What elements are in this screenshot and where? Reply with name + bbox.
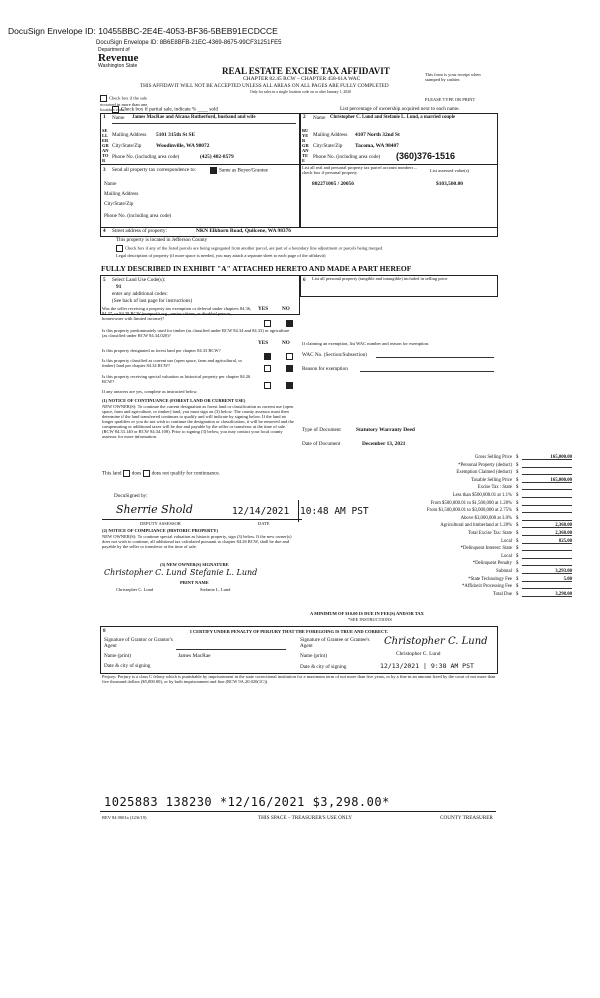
- tax-row-label: Agricultural and timberland at 1.28%: [440, 523, 512, 529]
- grantor-date-label: Date & city of signing: [104, 663, 151, 669]
- assessed-value[interactable]: $103,500.00: [436, 181, 463, 187]
- grantee-date[interactable]: 12/13/2021 | 9:38 AM PST: [380, 662, 474, 670]
- tax-row: [376, 576, 572, 583]
- tax-row-line: [522, 489, 572, 490]
- parcel-header: List all real and personal property tax parcel account numbers – check box if personal property: [302, 165, 417, 175]
- segregation-check[interactable]: Check box if any of the listed parcels are being segregated from another parcel, are part of a boundary line adjustment or parcels being merged.: [116, 245, 496, 252]
- logo-agency: Revenue: [98, 52, 139, 64]
- dollar-sign: $: [516, 553, 519, 559]
- dollar-sign: $: [516, 455, 519, 460]
- tax-row-line: [522, 512, 572, 513]
- tax-row: [376, 500, 572, 507]
- personal-property-label: List all personal property (tangible and intangible) included in selling price.: [312, 276, 449, 281]
- buyer-addr-label: Mailing Address: [313, 132, 348, 138]
- section3-text: Send all property tax correspondence to:: [112, 167, 196, 173]
- seller-num: 1: [103, 114, 106, 120]
- owner-signature-2: Stefanie L. Lund: [190, 568, 258, 577]
- buyer-city-label: City/State/Zip: [313, 143, 343, 149]
- dollar-sign: $: [516, 477, 519, 483]
- section3-num: 3: [103, 167, 106, 173]
- print-name-label: PRINT NAME: [180, 580, 209, 585]
- dollar-sign: $: [516, 584, 519, 590]
- grantee-signature[interactable]: Christopher C. Lund: [384, 636, 488, 647]
- tax-row-value[interactable]: 2,368.00: [555, 523, 572, 529]
- tax-row-label: Total Due: [493, 591, 512, 597]
- tax-row: [376, 454, 572, 461]
- seller-phone-label: Phone No. (including area code): [112, 154, 180, 160]
- tax-row: [376, 469, 572, 476]
- county-treasurer: COUNTY TREASURER: [440, 815, 493, 821]
- historic-text: NEW OWNER(S): To continue special valuation as historic property, sign (3) below. If the new owner(s) does not wish to continue, all additional tax calculated pursuant to chapter 84.26 RCW, shall be due and payable by the seller or transferor at the time of sale.: [102, 534, 292, 549]
- buyer-name-label: Name: [313, 115, 326, 121]
- dollar-sign: $: [516, 462, 519, 468]
- tax-row-label: *Affidavit Processing Fee: [461, 584, 512, 590]
- exemption-note: If claiming an exemption, list WAC number and reason for exemption.: [302, 341, 430, 346]
- tax-row: [376, 507, 572, 514]
- tax-row-label: From $1,500,000.01 to $3,000,000 at 2.75%: [426, 508, 512, 514]
- print-name-1: Christopher C. Lund: [116, 587, 154, 592]
- tax-row-value[interactable]: 825.00: [558, 538, 572, 544]
- tax-row: [376, 515, 572, 522]
- doc-type[interactable]: Statutory Warranty Deed: [356, 427, 415, 433]
- dollar-sign: $: [516, 485, 519, 491]
- assessed-header: List assessed value(s): [430, 168, 469, 173]
- dollar-sign: $: [516, 493, 519, 498]
- dollar-sign: $: [516, 561, 519, 567]
- buyer-name[interactable]: Christopher C. Lund and Stefanie L. Lund, a married couple: [330, 115, 456, 120]
- receipt-note: This form is your receipt when stamped by cashier.: [425, 72, 481, 82]
- partial-sale-check[interactable]: Check box if partial sale, indicate % ____ sold: [112, 106, 218, 113]
- grantee-sig-label: Signature of Grantee or Grantee's Agent: [300, 637, 370, 649]
- form-number: REV 84 0001a (12/6/19): [102, 815, 147, 820]
- dollar-sign: $: [516, 508, 519, 514]
- form-chapter: CHAPTER 82.45 RCW – CHAPTER 458-61A WAC: [243, 76, 361, 82]
- date-label: DATE: [258, 521, 270, 526]
- tax-row-label: *Delinquent Penalty: [472, 561, 512, 567]
- seller-name[interactable]: James MacRae and Alcana Rutherford, husband and wife: [132, 115, 256, 120]
- street-address[interactable]: NKN Elkhorn Road, Quilcene, WA 98376: [196, 228, 291, 234]
- tax-row: [376, 568, 572, 575]
- treasurer-stamp: 1025883 138230 *12/16/2021 $3,298.00*: [104, 795, 390, 809]
- section3-addr-label: Mailing Address: [104, 191, 139, 197]
- tax-row-label: Above $3,000,000 at 3.0%: [460, 515, 512, 521]
- qualify-line: This land does does not qualify for continuance.: [102, 470, 220, 477]
- tax-row-line: [522, 588, 572, 589]
- logo-state: Washington State: [98, 63, 138, 69]
- tax-row-line: [522, 467, 572, 468]
- tax-row-line: [522, 497, 572, 498]
- yes-header-2: YES: [258, 340, 269, 346]
- wac-label: WAC No. (Section/Subsection): [302, 352, 367, 358]
- tax-row-line: [522, 474, 572, 475]
- tax-row-label: Local: [501, 538, 512, 544]
- q5-yes[interactable]: [264, 376, 273, 394]
- doc-type-label: Type of Document: [302, 427, 341, 433]
- tax-row-label: Excise Tax : State: [477, 485, 512, 491]
- form-title: REAL ESTATE EXCISE TAX AFFIDAVIT: [222, 66, 390, 76]
- tax-row-line: [522, 505, 572, 506]
- doc-date-label: Date of Document: [302, 441, 341, 447]
- q4-yes[interactable]: [264, 359, 273, 377]
- question-historic: Is this property receiving special valuation as historical property per chapter 84.26 RCW?: [102, 374, 251, 384]
- answers-yes-note: If any answers are yes, complete as instructed below.: [102, 389, 198, 394]
- tax-row: [376, 484, 572, 491]
- tax-row-label: *Personal Property (deduct): [458, 462, 512, 468]
- tax-row-value[interactable]: 2,368.00: [555, 531, 572, 536]
- q4-no[interactable]: [286, 359, 295, 377]
- seller-city[interactable]: Woodinville, WA 98072: [156, 143, 210, 149]
- tax-row-label: *Delinquent Interest: State: [460, 546, 512, 552]
- tax-row: [376, 522, 572, 529]
- seller-address[interactable]: 5101 315th St SE: [156, 132, 196, 138]
- new-owner-sig-label: (3) NEW OWNER(S) SIGNATURE: [160, 562, 229, 567]
- doc-date[interactable]: December 13, 2021: [362, 441, 406, 447]
- multi-location-check[interactable]: Check box if the sale occurred in more than one location code.: [100, 95, 148, 112]
- historic-title: (2) NOTICE OF COMPLIANCE (HISTORIC PROPERTY): [102, 528, 218, 533]
- tax-row-label: Gross Selling Price: [474, 455, 512, 460]
- continuance-title: (1) NOTICE OF CONTINUANCE (FOREST LAND OR CURRENT USE): [102, 398, 246, 403]
- dollar-sign: $: [516, 470, 519, 476]
- tax-row-value[interactable]: 165,000.00: [550, 477, 572, 483]
- dollar-sign: $: [516, 576, 519, 582]
- minimum-due: A MINIMUM OF $10.00 IS DUE IN FEE(S) AND/OR TAX: [310, 611, 424, 616]
- legal-description-label: Legal description of property (if more space is needed, you may attach a separate sheet to each page of the affidavit): [116, 253, 326, 258]
- certify-text: I CERTIFY UNDER PENALTY OF PERJURY THAT THE FOREGOING IS TRUE AND CORRECT.: [190, 629, 389, 634]
- no-header-2: NO: [282, 340, 290, 346]
- grantor-print-label: Name (print): [104, 653, 131, 659]
- same-as-buyer-check[interactable]: Same as Buyer/Grantee: [210, 167, 268, 174]
- deputy-assessor-label: DEPUTY ASSESSOR: [140, 521, 181, 526]
- tax-row: [376, 591, 572, 598]
- docusigned-label: DocuSigned by:: [114, 493, 148, 499]
- tax-row: [376, 462, 572, 469]
- tax-row-value[interactable]: 3,298.00: [555, 591, 572, 597]
- question-timber: Is this property predominately used for timber (as classified under RCW 84.34 and 84.33) or agriculture (as classified under RCW 84.34.020)?: [102, 328, 290, 338]
- tax-row-label: Total Excise Tax: State: [467, 531, 512, 536]
- see-instructions: *SEE INSTRUCTIONS: [348, 617, 392, 622]
- tax-row-label: Exemption Claimed (deduct): [456, 470, 512, 476]
- tax-row-label: Taxable Selling Price: [471, 477, 512, 483]
- tax-row: [376, 553, 572, 560]
- buyer-address[interactable]: 4107 North 32nd St: [355, 132, 400, 138]
- seller-city-label: City/State/Zip: [112, 143, 142, 149]
- perjury-note: Perjury: Perjury is a class C felony which is punishable by imprisonment in the state correctional institution for a maximum term of not more than five years, or by a fine in an amount fixed by the court of not more than five thousand dollars ($5,000.00), or by both imprisonment and fine (RCW 9A.20.020(1C)).: [102, 674, 496, 684]
- tax-row-line: [522, 520, 572, 521]
- question-forest: Is this property designated as forest land per chapter 84.33 RCW?: [102, 348, 221, 353]
- dollar-sign: $: [516, 546, 519, 552]
- section4-num: 4: [103, 228, 106, 234]
- additional-codes-label: enter any additional codes:: [112, 291, 168, 297]
- tax-row-value[interactable]: 165,000.00: [550, 455, 572, 460]
- dollar-sign: $: [516, 538, 519, 544]
- tax-row: [376, 560, 572, 567]
- buyer-phone-label: Phone No. (including area code): [313, 154, 381, 160]
- legal-description: FULLY DESCRIBED IN EXHIBIT "A" ATTACHED HERETO AND MADE A PART HEREOF: [101, 264, 412, 273]
- tax-row-label: From $500,000.01 to $1,500,000 at 1.28%: [430, 500, 512, 506]
- envelope-id: DocuSign Envelope ID: 10455BBC-2E4E-4053-BF36-5BEB91ECDCCE: [8, 26, 278, 36]
- reason-label: Reason for exemption: [302, 366, 348, 372]
- form-notice: THIS AFFIDAVIT WILL NOT BE ACCEPTED UNLESS ALL AREAS ON ALL PAGES ARE FULLY COMPLETED: [140, 83, 389, 89]
- grantor-signature[interactable]: [176, 642, 286, 650]
- wac-field[interactable]: [376, 350, 494, 358]
- tax-row: [376, 492, 572, 499]
- tax-row: [376, 545, 572, 552]
- treasurer-space: THIS SPACE – TREASURER'S USE ONLY: [258, 815, 352, 821]
- no-header: NO: [282, 306, 290, 312]
- dollar-sign: $: [516, 569, 519, 574]
- question-current-use: Is this property classified as current use (open space, farm and agricultural, or timber) land per chapter 84.34 RCW?: [102, 358, 242, 368]
- street-address-label: Street address of property:: [112, 228, 167, 234]
- tax-row-value[interactable]: 3,293.00: [555, 569, 572, 574]
- dollar-sign: $: [516, 523, 519, 529]
- section5-num: 5: [103, 277, 106, 283]
- assessor-sign-time: 10:48 AM PST: [300, 506, 369, 517]
- dollar-sign: $: [516, 500, 519, 506]
- form-subnotice: Only for sales in a single location code on or after January 1, 2020: [250, 90, 352, 94]
- grantee-date-label: Date & city of signing: [300, 664, 347, 670]
- seller-name-line: [112, 116, 296, 124]
- tax-row-value[interactable]: 5.00: [563, 576, 572, 582]
- section3-city-label: City/State/Zip: [104, 201, 134, 207]
- envelope-id-secondary: DocuSign Envelope ID: 8B6E8BFB-21EC-4369-8675-99CF31251FE5: [96, 40, 282, 46]
- land-use-label: Select Land Use Code(s):: [112, 277, 166, 283]
- please-print: PLEASE TYPE OR PRINT: [425, 97, 476, 102]
- buyer-city[interactable]: Tacoma, WA 98407: [355, 143, 399, 149]
- grantee-name[interactable]: Christopher C. Lund: [396, 651, 441, 657]
- land-use-code[interactable]: 91: [116, 284, 122, 290]
- question-exemption: Was the seller receiving a property tax exemption or deferral under chapters 84.36, 84.37, or 84.38 RCW (nonprofit org., senior citizen, or disabled person, homeowner with limited income)?: [102, 306, 252, 321]
- dollar-sign: $: [516, 515, 519, 521]
- tax-row-label: Subtotal: [496, 569, 512, 574]
- tax-row-line: [522, 558, 572, 559]
- continuance-text: NEW OWNER(S): To continue the current designation as forest land or classification as current use (open space, farm and agriculture, or timber) land, you must sign on (3) below. The county assessor must then determine if the land transferred continues to qualify and will indicate by signing below. If the land no longer qualifies or you do not wish to continue the designation or classification, it will be removed and the compensating or additional taxes will be due and payable by the seller or transferor at the time of sale. (RCW 84.33.140 or RCW 84.34.108). Prior to signing (3) below, you may contact your local county assessor for more information.: [102, 404, 294, 439]
- seller-addr-label: Mailing Address: [112, 132, 147, 138]
- county-line: This property is located in Jefferson County: [116, 237, 208, 243]
- assessor-sign-date: 12/14/2021: [232, 506, 290, 517]
- assessor-signature: Sherrie Shold: [116, 503, 193, 516]
- grantor-sig-label: Signature of Grantor or Grantor's Agent: [104, 637, 173, 649]
- tax-row: [376, 530, 572, 537]
- buyer-num: 2: [303, 114, 306, 120]
- q5-no[interactable]: [286, 376, 295, 394]
- grantor-name[interactable]: James MacRae: [178, 653, 211, 659]
- seller-name-label: Name: [112, 115, 125, 121]
- yes-header: YES: [258, 306, 269, 312]
- instructions-note: (See back of last page for instructions): [112, 298, 193, 304]
- section8-num: 8: [103, 628, 106, 634]
- dollar-sign: $: [516, 591, 519, 597]
- buyer-phone[interactable]: (360)376-1516: [396, 151, 456, 161]
- dollar-sign: $: [516, 531, 519, 536]
- reason-field[interactable]: [360, 364, 494, 372]
- pct-note: List percentage of ownership acquired next to each name.: [340, 106, 460, 112]
- seller-side-label: SELLER GRANTOR: [102, 128, 109, 163]
- tax-row-label: Local: [501, 553, 512, 559]
- section3-name-label: Name: [104, 181, 117, 187]
- seller-phone[interactable]: (425) 402-8579: [200, 154, 234, 160]
- tax-row: [376, 583, 572, 590]
- parcel-number[interactable]: 802271005 / 20056: [312, 181, 354, 187]
- tax-row-label: *State Technology Fee: [468, 576, 512, 582]
- tax-row: [376, 538, 572, 545]
- tax-row-line: [522, 565, 572, 566]
- tax-row: [376, 477, 572, 484]
- owner-signature-1: Christopher C. Lund: [104, 568, 187, 577]
- section3-phone-label: Phone No. (including area code): [104, 213, 172, 219]
- grantee-print-label: Name (print): [300, 653, 327, 659]
- buyer-side-label: BUYER GRANTEE: [302, 128, 309, 163]
- logo-dept: Department of: [98, 47, 130, 53]
- dor-logo: [98, 47, 138, 69]
- tax-row-line: [522, 550, 572, 551]
- tax-row-label: Less than $500,000.01 at 1.1%: [452, 493, 512, 498]
- section6-num: 6: [303, 277, 306, 283]
- print-name-2: Stefanie L. Lund: [200, 587, 231, 592]
